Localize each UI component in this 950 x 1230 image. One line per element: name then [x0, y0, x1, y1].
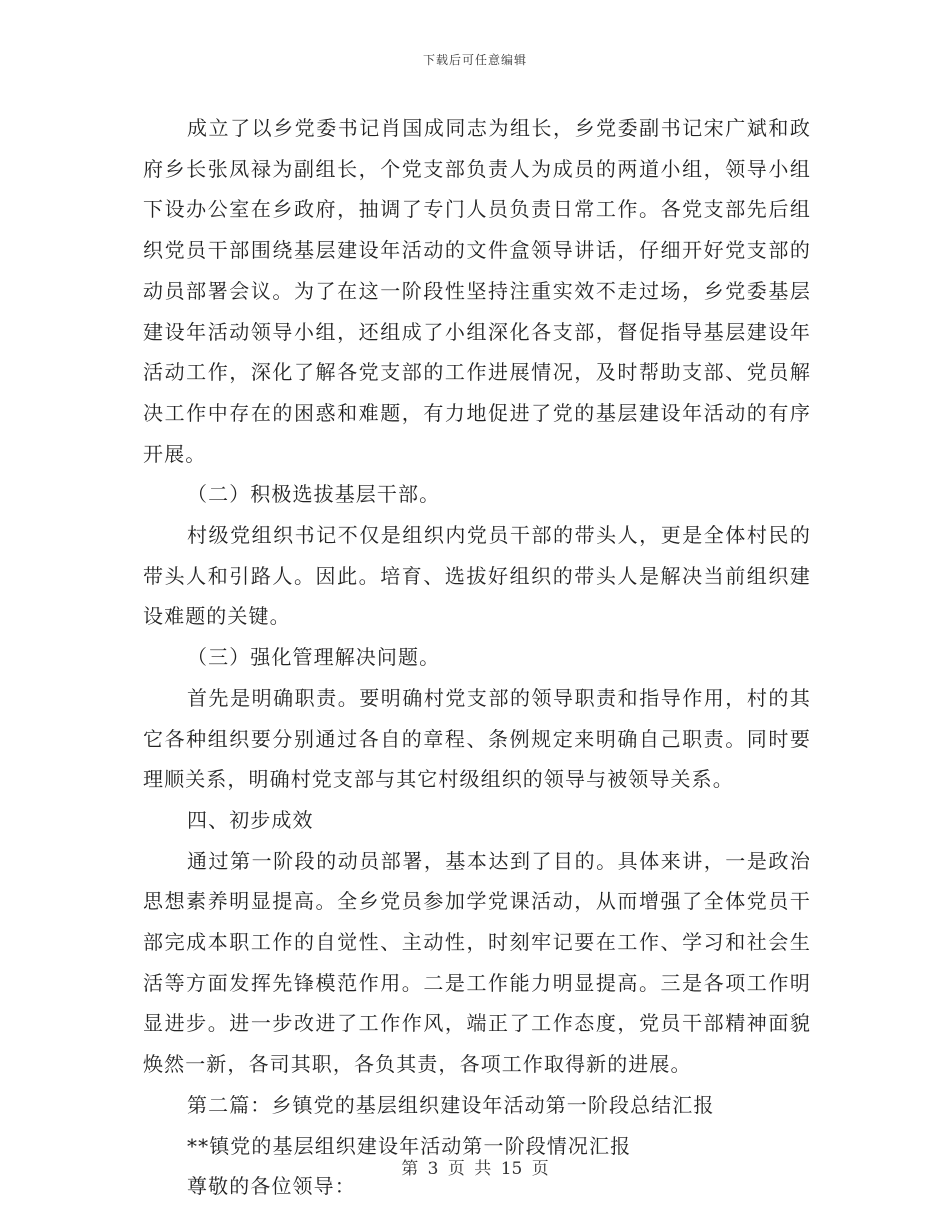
report-title: **镇党的基层组织建设年活动第一阶段情况汇报	[187, 1133, 632, 1158]
document-body	[143, 108, 811, 1207]
section-heading-2: （二）积极选拔基层干部。	[187, 482, 441, 507]
paragraph-7: 通过第一阶段的动员部署，基本达到了目的。具体来讲，一是政治思想素养明显提高。全乡党员参加学党课活动，从而增强了全体党员干部完成本职工作的自觉性、主动性，时刻牢记要在工作、学习和社会生活等方面发挥先锋模范作用。二是工作能力明显提高。三是各项工作明显进步。进一步改进了工作作风，端正了工作态度，党员干部精神面貌焕然一新，各司其职，各负其责，各项工作取得新的进展。	[143, 848, 811, 1077]
section-heading-4: 四、初步成效	[187, 807, 314, 832]
paragraph-1: 成立了以乡党委书记肖国成同志为组长，乡党委副书记宋广斌和政府乡长张凤禄为副组长，个党支部负责人为成员的两道小组，领导小组下设办公室在乡政府，抽调了专门人员负责日常工作。各党支部先后组织党员干部围绕基层建设年活动的文件盒领导讲话，仔细开好党支部的动员部署会议。为了在这一阶段性坚持注重实效不走过场，乡党委基层建设年活动领导小组，还组成了小组深化各支部，督促指导基层建设年活动工作，深化了解各党支部的工作进展情况，及时帮助支部、党员解决工作中存在的困惑和难题，有力地促进了党的基层建设年活动的有序开展。	[143, 116, 811, 466]
page-header: 下载后可任意编辑	[422, 53, 527, 67]
paragraph-5: 首先是明确职责。要明确村党支部的领导职责和指导作用，村的其它各种组织要分别通过各自的章程、条例规定来明确自己职责。同时要理顺关系，明确村党支部与其它村级组织的领导与被领导关系。	[143, 685, 811, 792]
page-number: 第 3 页 共 15 页	[401, 1159, 549, 1179]
salutation: 尊敬的各位领导：	[187, 1174, 356, 1199]
paragraph-3: 村级党组织书记不仅是组织内党员干部的带头人，更是全体村民的带头人和引路人。因此。培育、选拔好组织的带头人是解决当前组织建设难题的关键。	[143, 523, 811, 629]
section-heading-3: （三）强化管理解决问题。	[187, 645, 441, 670]
article-title: 第二篇：乡镇党的基层组织建设年活动第一阶段总结汇报	[187, 1092, 715, 1117]
